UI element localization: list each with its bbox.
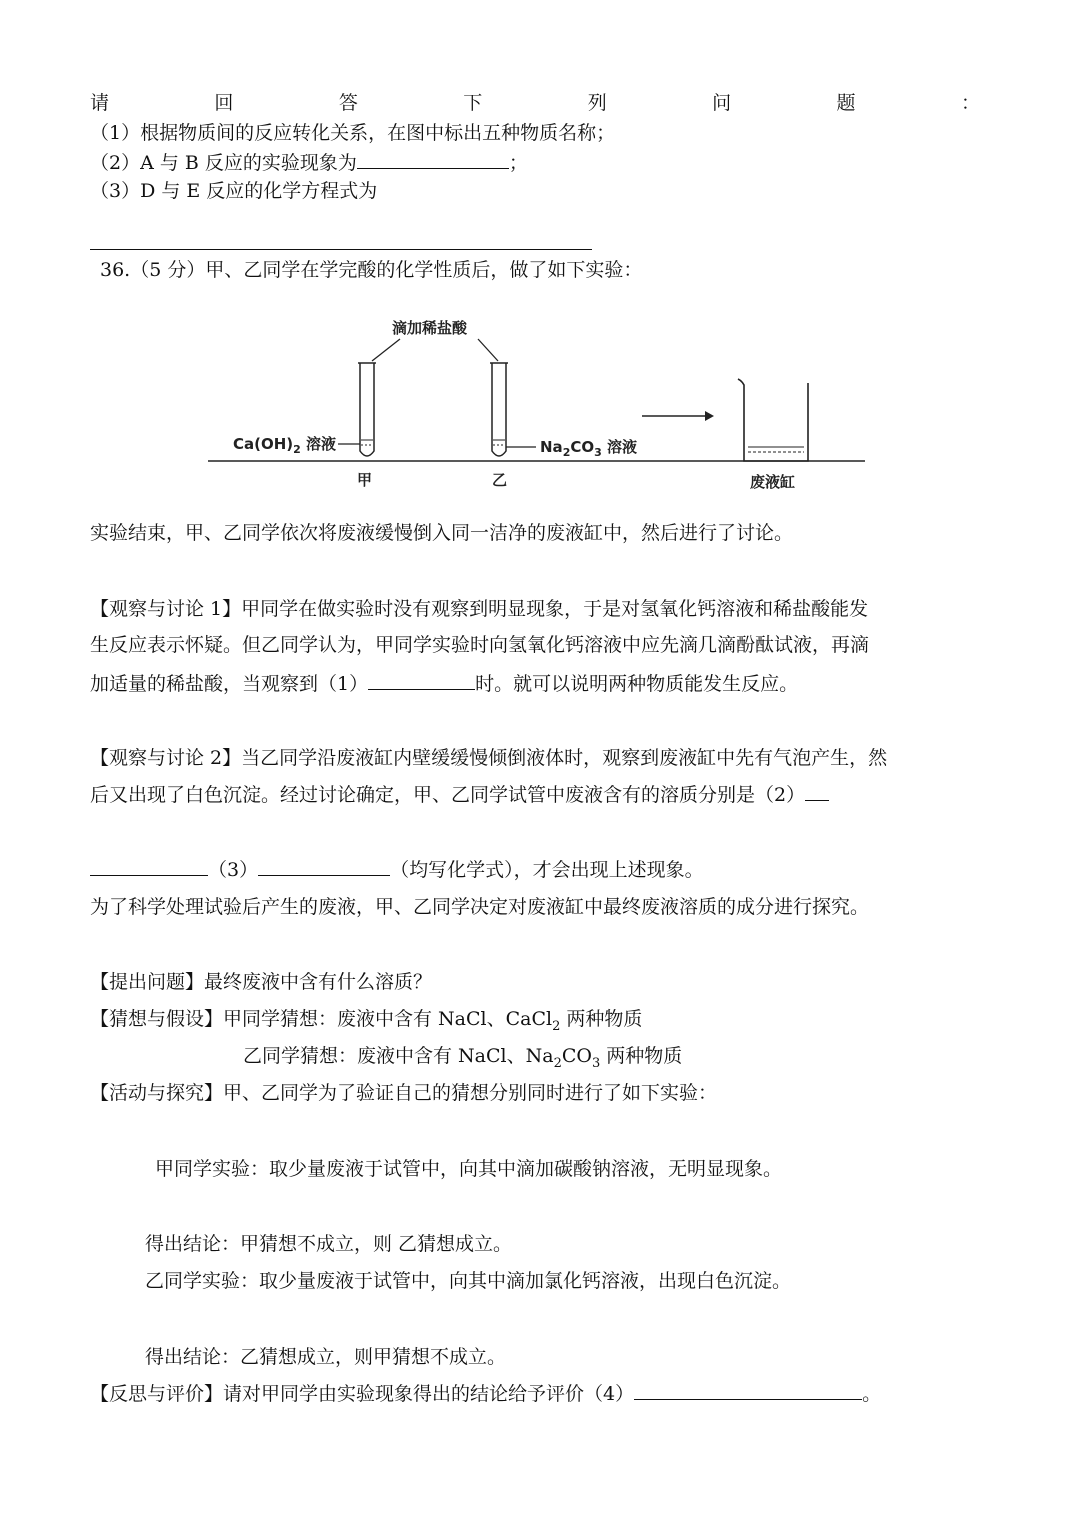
yi-label: 乙 — [492, 471, 508, 489]
jia-label: 甲 — [357, 471, 373, 489]
answer-blank-3[interactable] — [258, 857, 390, 876]
intro-char: 题 — [836, 92, 856, 114]
obs1-line1: 【观察与讨论 1】甲同学在做实验时没有观察到明显现象，于是对氢氧化钙溶液和稀盐酸能发 — [90, 598, 869, 620]
q35-part3: （3）D 与 E 反应的化学方程式为 — [90, 180, 378, 202]
hyp2-mid: CO — [561, 1045, 592, 1067]
tank-label: 废液缸 — [750, 473, 796, 491]
obs1-line3 — [90, 671, 798, 697]
obs2-line3 — [90, 857, 704, 883]
intro-char: 列 — [587, 92, 607, 114]
answer-blank-4[interactable] — [634, 1381, 862, 1400]
question: 【提出问题】最终废液中含有什么溶质？ — [90, 971, 433, 993]
jia-conclusion: 得出结论：甲猜想不成立，则 乙猜想成立。 — [145, 1233, 513, 1255]
experiment-figure — [200, 305, 880, 495]
subscript: 3 — [591, 1055, 601, 1071]
obs2-line1: 【观察与讨论 2】当乙同学沿废液缸内壁缓缓慢倾倒液体时，观察到废液缸中先有气泡产生，然 — [90, 747, 888, 769]
intro-char: ： — [960, 92, 980, 114]
answer-blank-2-cont[interactable] — [90, 857, 208, 876]
after-experiment: 实验结束，甲、乙同学依次将废液缓慢倒入同一洁净的废液缸中，然后进行了讨论。 — [90, 522, 794, 544]
answer-line[interactable] — [90, 249, 592, 250]
hyp2-end: 两种物质 — [600, 1045, 683, 1067]
test-tube-jia — [358, 363, 376, 456]
jia-experiment: 甲同学实验：取少量废液于试管中，向其中滴加碳酸钠溶液，无明显现象。 — [155, 1158, 783, 1180]
hypothesis-yi — [243, 1043, 682, 1077]
q36-heading: 36.（5 分）甲、乙同学在学完酸的化学性质后，做了如下实验： — [100, 259, 643, 281]
yi-conclusion: 得出结论：乙猜想成立，则甲猜想不成立。 — [145, 1346, 507, 1368]
dropper-label: 滴加稀盐酸 — [392, 319, 468, 337]
hypothesis-jia — [90, 1006, 642, 1040]
answer-blank-1[interactable] — [368, 671, 475, 690]
reflection-text: 【反思与评价】请对甲同学由实验现象得出的结论给予评价（4） — [90, 1383, 635, 1405]
na2co3-label: $Na_2CO_3$ 溶液 — [540, 438, 637, 459]
answer-blank[interactable] — [357, 150, 509, 169]
answer-blank-2[interactable] — [805, 782, 829, 801]
q35-intro — [90, 90, 980, 116]
arrow-icon — [642, 411, 714, 421]
q35-part1: （1）根据物质间的反应转化关系，在图中标出五种物质名称； — [90, 122, 616, 144]
subscript: 2 — [553, 1055, 562, 1071]
obs1-line3-text: 加适量的稀盐酸，当观察到（1） — [90, 673, 369, 695]
reflection — [90, 1381, 881, 1407]
obs2-line3-end: （均写化学式），才会出现上述现象。 — [390, 859, 704, 881]
intro-char: 答 — [338, 92, 358, 114]
reflection-end: 。 — [862, 1383, 882, 1405]
obs2-line3-label: （3） — [208, 859, 259, 881]
activity: 【活动与探究】甲、乙同学为了验证自己的猜想分别同时进行了如下实验： — [90, 1082, 718, 1104]
q35-part2-end: ； — [508, 152, 528, 174]
intro-char: 下 — [463, 92, 483, 114]
obs2-line2-text: 后又出现了白色沉淀。经过讨论确定，甲、乙同学试管中废液含有的溶质分别是（2） — [90, 784, 806, 806]
test-tube-yi — [490, 363, 508, 456]
obs1-line2: 生反应表示怀疑。但乙同学认为，甲同学实验时向氢氧化钙溶液中应先滴几滴酚酞试液，再滴 — [90, 634, 870, 656]
hyp1-text: 【猜想与假设】甲同学猜想：废液中含有 NaCl、CaCl — [90, 1008, 553, 1030]
intro-char: 回 — [214, 92, 234, 114]
q35-part2-text: （2）A 与 B 反应的实验现象为 — [90, 152, 357, 174]
obs2-line2 — [90, 782, 829, 808]
waste-beaker — [738, 379, 808, 461]
hyp2-text: 乙同学猜想：废液中含有 NaCl、Na — [243, 1045, 554, 1067]
pointer-line — [478, 339, 498, 361]
q35-part2 — [90, 150, 528, 176]
intro-char: 请 — [90, 92, 110, 114]
hyp1-end: 两种物质 — [560, 1008, 643, 1030]
subscript: 2 — [552, 1018, 561, 1034]
purpose: 为了科学处理试验后产生的废液，甲、乙同学决定对废液缸中最终废液溶质的成分进行探究。 — [90, 896, 870, 918]
caoh2-label: $Ca(OH)_2$ 溶液 — [233, 435, 337, 456]
pointer-line — [372, 339, 400, 361]
yi-experiment: 乙同学实验：取少量废液于试管中，向其中滴加氯化钙溶液，出现白色沉淀。 — [145, 1270, 792, 1292]
obs1-line3-end: 时。就可以说明两种物质能发生反应。 — [475, 673, 799, 695]
intro-char: 问 — [712, 92, 732, 114]
